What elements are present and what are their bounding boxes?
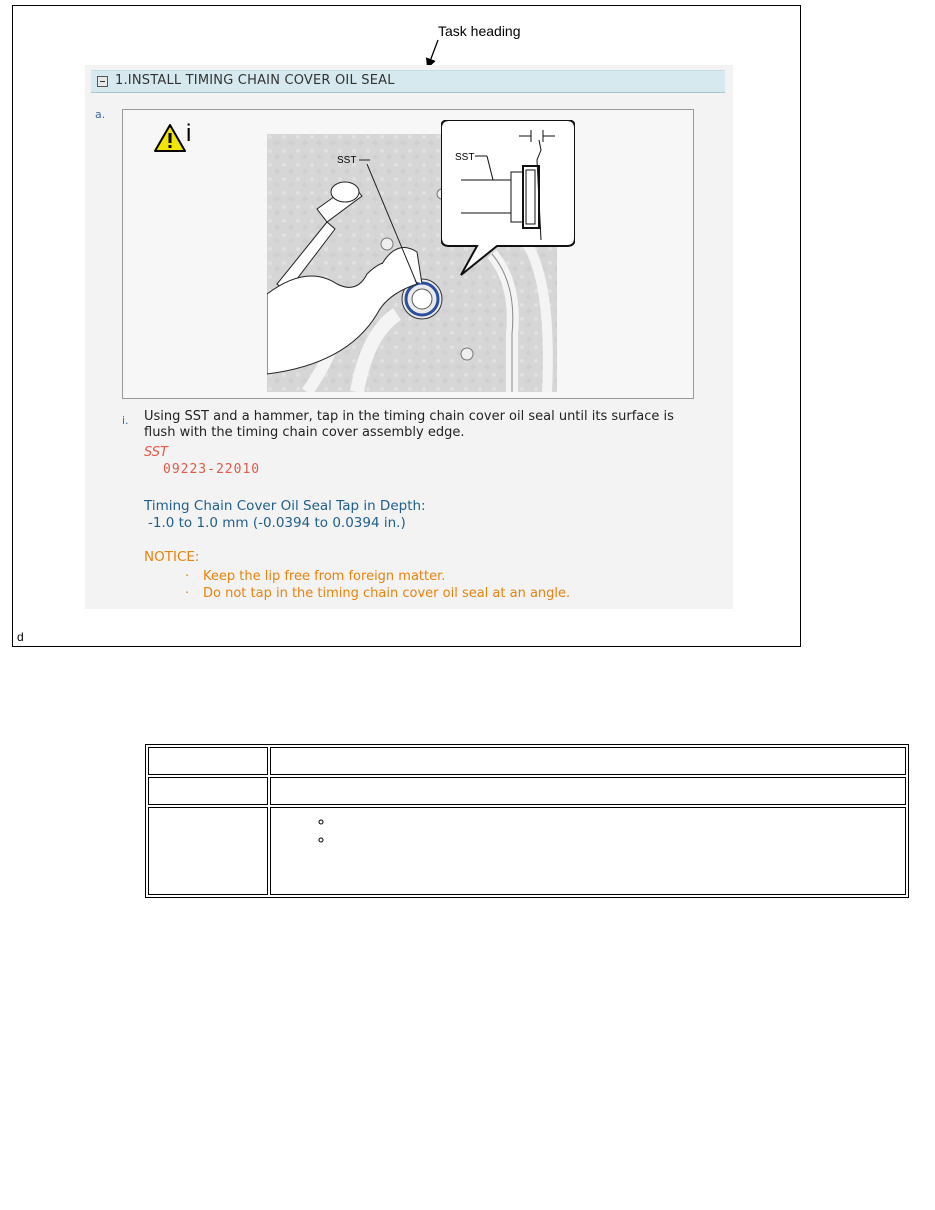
notice-item-text: Keep the lip free from foreign matter. — [203, 569, 446, 584]
table-row — [148, 777, 906, 805]
notice-item — [185, 586, 570, 601]
callout-task-heading: Task heading — [438, 23, 521, 39]
table-cell — [270, 747, 906, 775]
spec-value: -1.0 to 1.0 mm (-0.0394 to 0.0394 in.) — [148, 515, 406, 531]
table-cell — [270, 777, 906, 805]
notice-item-text: Do not tap in the timing chain cover oil seal at an angle. — [203, 586, 571, 601]
sst-main-label: SST — [337, 155, 357, 166]
table-cell — [148, 807, 268, 895]
example-frame — [12, 5, 801, 647]
notice-item — [185, 569, 445, 584]
sst-inset-label: SST — [455, 152, 475, 163]
empty-bullet-list — [333, 814, 905, 850]
step-marker-a: a. — [95, 108, 106, 121]
table-cell — [270, 807, 906, 895]
list-item — [333, 832, 905, 850]
task-heading: 1.INSTALL TIMING CHAIN COVER OIL SEAL — [115, 73, 395, 88]
illustration-box — [122, 109, 694, 399]
manual-excerpt — [85, 65, 733, 609]
step-marker-i: i. — [122, 414, 129, 427]
task-heading-bar — [91, 70, 725, 93]
frame-letter: d — [17, 630, 24, 644]
step-number-letter: i — [186, 120, 192, 147]
arrow-task-heading — [429, 40, 438, 64]
collapse-icon[interactable] — [97, 76, 108, 87]
notice-bullet: · — [185, 586, 190, 601]
sst-part-number: 09223-22010 — [163, 462, 261, 477]
table-row — [148, 747, 906, 775]
notice-bullet: · — [185, 569, 190, 584]
explanation-text: Using SST and a hammer, tap in the timing chain cover oil seal until its surface is flush with the timing chain cover assembly edge. — [144, 409, 674, 440]
table-cell — [148, 777, 268, 805]
warning-icon — [154, 123, 188, 153]
notice-title: NOTICE: — [144, 549, 200, 565]
list-item — [333, 814, 905, 832]
table-cell — [148, 747, 268, 775]
inset-detail — [441, 120, 575, 280]
sst-label: SST — [144, 445, 168, 460]
layout-table — [145, 744, 909, 898]
spec-title: Timing Chain Cover Oil Seal Tap in Depth: — [144, 498, 426, 514]
table-row — [148, 807, 906, 895]
